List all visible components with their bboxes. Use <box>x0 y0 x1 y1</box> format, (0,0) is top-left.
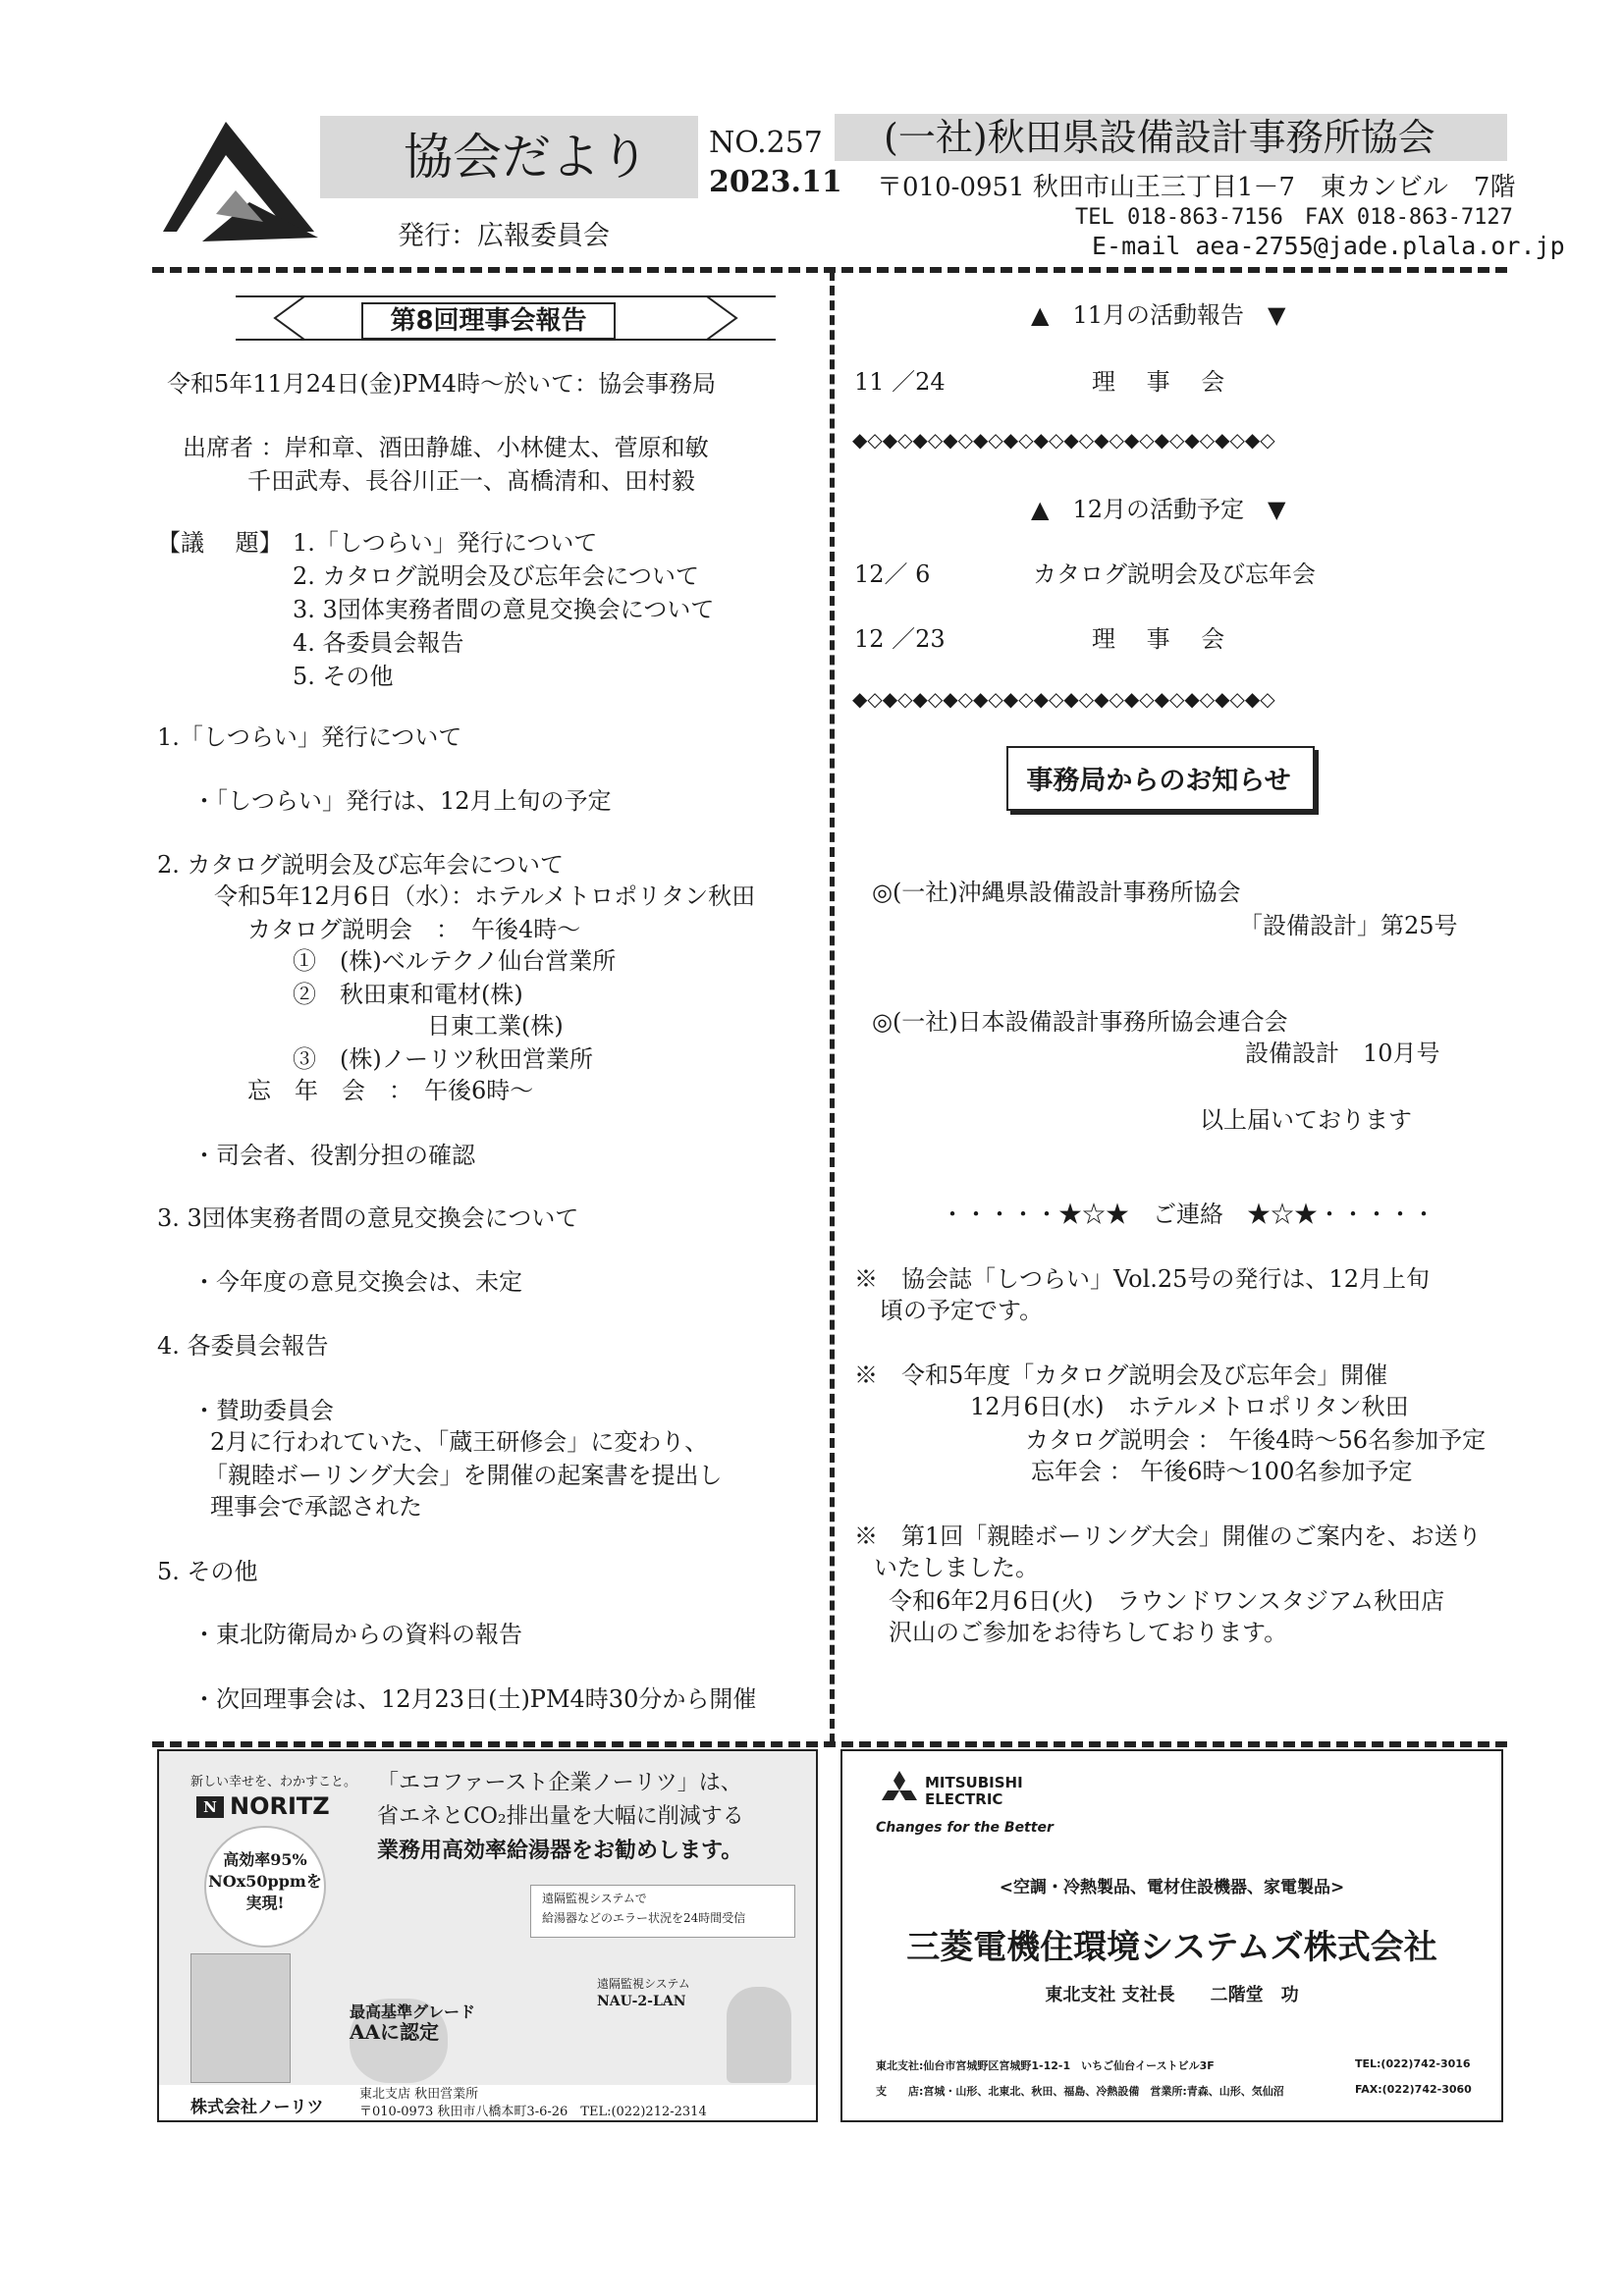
contact-line: ※ 第1回「親睦ボーリング大会」開催のご案内を、お送り <box>854 1522 1482 1550</box>
section-2-note: ・司会者、役割分担の確認 <box>192 1142 475 1169</box>
board-report-title: 第8回理事会報告 <box>361 302 616 340</box>
section-2-catalog: カタログ説明会 ： 午後4時～ <box>247 916 581 943</box>
december-event: 理 事 会 <box>1092 625 1225 653</box>
contact-heading: ・・・・・★☆★ ご連絡 ★☆★・・・・・ <box>941 1201 1435 1228</box>
section-5-bullet: ・東北防衛局からの資料の報告 <box>192 1621 522 1648</box>
contact-line: いたしました。 <box>874 1554 1039 1581</box>
noritz-company: 株式会社ノーリツ <box>190 2098 324 2117</box>
badge-line: 高効率95% <box>223 1850 307 1869</box>
section-4-line: 2月に行われていた、「蔵王研修会」に変わり、 <box>210 1428 709 1456</box>
mitsubishi-logo-icon <box>878 1771 921 1810</box>
attendees-line-2: 千田武寿、長谷川正一、髙橋清和、田村毅 <box>247 467 695 495</box>
badge-line: NOx50ppmを <box>208 1872 322 1891</box>
divider-center <box>830 271 835 1743</box>
noritz-logo-icon: N <box>196 1796 224 1818</box>
november-heading: ▲ 11月の活動報告 ▼ <box>1031 301 1286 329</box>
section-5-bullet: ・次回理事会は、12月23日(土)PM4時30分から開催 <box>192 1685 757 1713</box>
association-logo-icon <box>157 116 324 243</box>
org-email: E-mail aea-2755@jade.plala.or.jp <box>1092 232 1565 260</box>
attendees-line-1: 出席者 ：岸和章、酒田静雄、小林健太、菅原和敏 <box>183 434 709 461</box>
mitsubishi-tel: TEL:(022)742-3016 <box>1355 2057 1471 2070</box>
unit-line: NAU-2-LAN <box>597 1994 686 2009</box>
section-5-title: 5. その他 <box>157 1558 258 1585</box>
november-event: 理 事 会 <box>1092 368 1225 396</box>
mitsubishi-fax: FAX:(022)742-3060 <box>1355 2083 1472 2096</box>
grade-line: AAに認定 <box>350 2020 440 2044</box>
notice-item-sub: 「設備設計」第25号 <box>1239 912 1458 939</box>
brand-line: MITSUBISHI <box>925 1774 1023 1791</box>
noritz-headline-line: 「エコファースト企業ノーリツ」は、 <box>377 1771 742 1795</box>
december-date: 12／ 6 <box>854 561 931 588</box>
noritz-headline <box>377 1767 744 1867</box>
mitsubishi-address-1: 東北支社:仙台市宮城野区宮城野1-12-1 いちご仙台イーストビル3F <box>876 2059 1215 2072</box>
section-2-item: ① (株)ベルテクノ仙台営業所 <box>293 947 617 975</box>
section-2-title: 2. カタログ説明会及び忘年会について <box>157 851 565 879</box>
noritz-branch: 東北支店 秋田営業所 <box>359 2087 479 2102</box>
section-4-line: 「親睦ボーリング大会」を開催の起案書を提出し <box>204 1462 723 1489</box>
contact-line: カタログ説明会 ： 午後4時～56名参加予定 <box>1025 1426 1487 1454</box>
section-3-body: ・今年度の意見交換会は、未定 <box>192 1268 522 1296</box>
contact-line: 令和6年2月6日(火) ラウンドワンスタジアム秋田店 <box>889 1587 1445 1615</box>
section-1-title: 1.「しつらい」発行について <box>157 723 462 751</box>
diamond-divider: ◆◇◆◇◆◇◆◇◆◇◆◇◆◇◆◇◆◇◆◇◆◇◆◇◆◇◆◇ <box>852 687 1275 711</box>
notice-received: 以上届いております <box>1200 1106 1412 1134</box>
divider-ads <box>152 1741 1507 1747</box>
agenda-item: 5. その他 <box>293 663 394 690</box>
section-2-date: 令和5年12月6日（水）：ホテルメトロポリタン秋田 <box>214 882 756 910</box>
unit-text <box>597 1975 690 2010</box>
section-2-item: 日東工業(株) <box>427 1012 564 1040</box>
agenda-label: 【議 題】 <box>157 529 283 557</box>
noritz-slogan: 新しい幸せを、わかすこと。 <box>190 1775 357 1789</box>
mitsubishi-products: <空調・冷熱製品、電材住設機器、家電製品> <box>999 1878 1345 1897</box>
contact-line: 12月6日(水) ホテルメトロポリタン秋田 <box>970 1393 1409 1420</box>
monitor-line: 遠隔監視システムで <box>542 1892 647 1905</box>
mitsubishi-company: 三菱電機住環境システムズ株式会社 <box>906 1928 1437 1967</box>
agenda-item: 3. 3団体実務者間の意見交換会について <box>293 596 715 623</box>
mitsubishi-advertisement <box>840 1749 1503 2122</box>
noritz-headline-line: 省エネとCO₂排出量を大幅に削減する <box>377 1804 744 1829</box>
issue-number: NO.257 <box>709 126 823 160</box>
mitsubishi-address-2: 支 店:宮城・山形、北東北、秋田、福島、冷熱設備 営業所:青森、山形、気仙沼 <box>876 2085 1284 2098</box>
grade-text <box>350 2002 475 2042</box>
water-heater-image <box>190 1953 291 2083</box>
noritz-headline-line: 業務用高効率給湯器をお勧めします。 <box>377 1838 743 1863</box>
section-4-sub: ・賛助委員会 <box>192 1397 334 1424</box>
december-date: 12 ／23 <box>854 625 946 653</box>
monitor-text <box>542 1889 745 1928</box>
mitsubishi-brand <box>925 1775 1023 1808</box>
newsletter-title: 協会だより <box>320 116 698 198</box>
contact-line: 忘年会 ： 午後6時～100名参加予定 <box>1031 1458 1413 1485</box>
agenda-item: 4. 各委員会報告 <box>293 629 464 657</box>
grade-line: 最高基準グレード <box>350 2002 476 2021</box>
mitsubishi-tagline: Changes for the Better <box>876 1820 1054 1836</box>
badge-line: 実現! <box>245 1894 285 1912</box>
contact-line: 沢山のご参加をお待ちしております。 <box>889 1619 1288 1646</box>
section-2-item: ③ (株)ノーリツ秋田営業所 <box>293 1045 594 1073</box>
issue-date: 2023.11 <box>709 165 842 199</box>
operator-image <box>727 1987 791 2083</box>
monitor-line: 給湯器などのエラー状況を24時間受信 <box>542 1911 746 1925</box>
org-address: 〒010-0951 秋田市山王三丁目1－7 東カンビル 7階 <box>877 173 1516 202</box>
unit-line: 遠隔監視システム <box>597 1977 690 1991</box>
agenda-list <box>293 526 714 693</box>
publisher: 発行：広報委員会 <box>398 221 610 251</box>
contact-line: ※ 令和5年度「カタログ説明会及び忘年会」開催 <box>854 1362 1388 1389</box>
noritz-advertisement <box>157 1749 818 2122</box>
agenda-item: 1.「しつらい」発行について <box>293 529 598 557</box>
section-3-title: 3. 3団体実務者間の意見交換会について <box>157 1204 579 1232</box>
november-date: 11 ／24 <box>854 368 946 396</box>
section-4-line: 理事会で承認された <box>210 1493 422 1521</box>
section-4-title: 4. 各委員会報告 <box>157 1332 329 1360</box>
mitsubishi-representative: 東北支社 支社長 二階堂 功 <box>1045 1985 1299 2005</box>
notice-item-sub: 設備設計 10月号 <box>1245 1040 1440 1067</box>
notice-item: ◎(一社)日本設備設計事務所協会連合会 <box>872 1008 1288 1036</box>
noritz-brand: NORITZ <box>230 1792 330 1820</box>
section-1-body: ・「しつらい」発行は、12月上旬の予定 <box>192 787 612 815</box>
efficiency-badge-text <box>204 1849 326 1914</box>
section-2-item: ② 秋田東和電材(株) <box>293 981 523 1008</box>
agenda-item: 2. カタログ説明会及び忘年会について <box>293 562 700 590</box>
brand-line: ELECTRIC <box>925 1790 1003 1808</box>
notice-title: 事務局からのお知らせ <box>1026 766 1291 796</box>
org-name: (一社)秋田県設備設計事務所協会 <box>835 114 1507 161</box>
notice-item: ◎(一社)沖縄県設備設計事務所協会 <box>872 879 1241 906</box>
contact-line: ※ 協会誌「しつらい」Vol.25号の発行は、12月上旬 <box>854 1265 1430 1293</box>
meeting-date: 令和5年11月24日(金)PM4時～於いて：協会事務局 <box>167 370 717 398</box>
org-tel-fax: TEL 018-863-7156 FAX 018-863-7127 <box>1075 205 1513 230</box>
section-2-party: 忘 年 会 ： 午後6時～ <box>247 1077 534 1104</box>
december-heading: ▲ 12月の活動予定 ▼ <box>1031 496 1286 523</box>
noritz-branch-address: 〒010-0973 秋田市八橋本町3-6-26 TEL:(022)212-2314 <box>359 2105 707 2119</box>
issue-info <box>709 124 842 202</box>
contact-line: 頃の予定です。 <box>880 1297 1044 1324</box>
diamond-divider: ◆◇◆◇◆◇◆◇◆◇◆◇◆◇◆◇◆◇◆◇◆◇◆◇◆◇◆◇ <box>852 428 1275 452</box>
december-event: カタログ説明会及び忘年会 <box>1033 561 1316 588</box>
